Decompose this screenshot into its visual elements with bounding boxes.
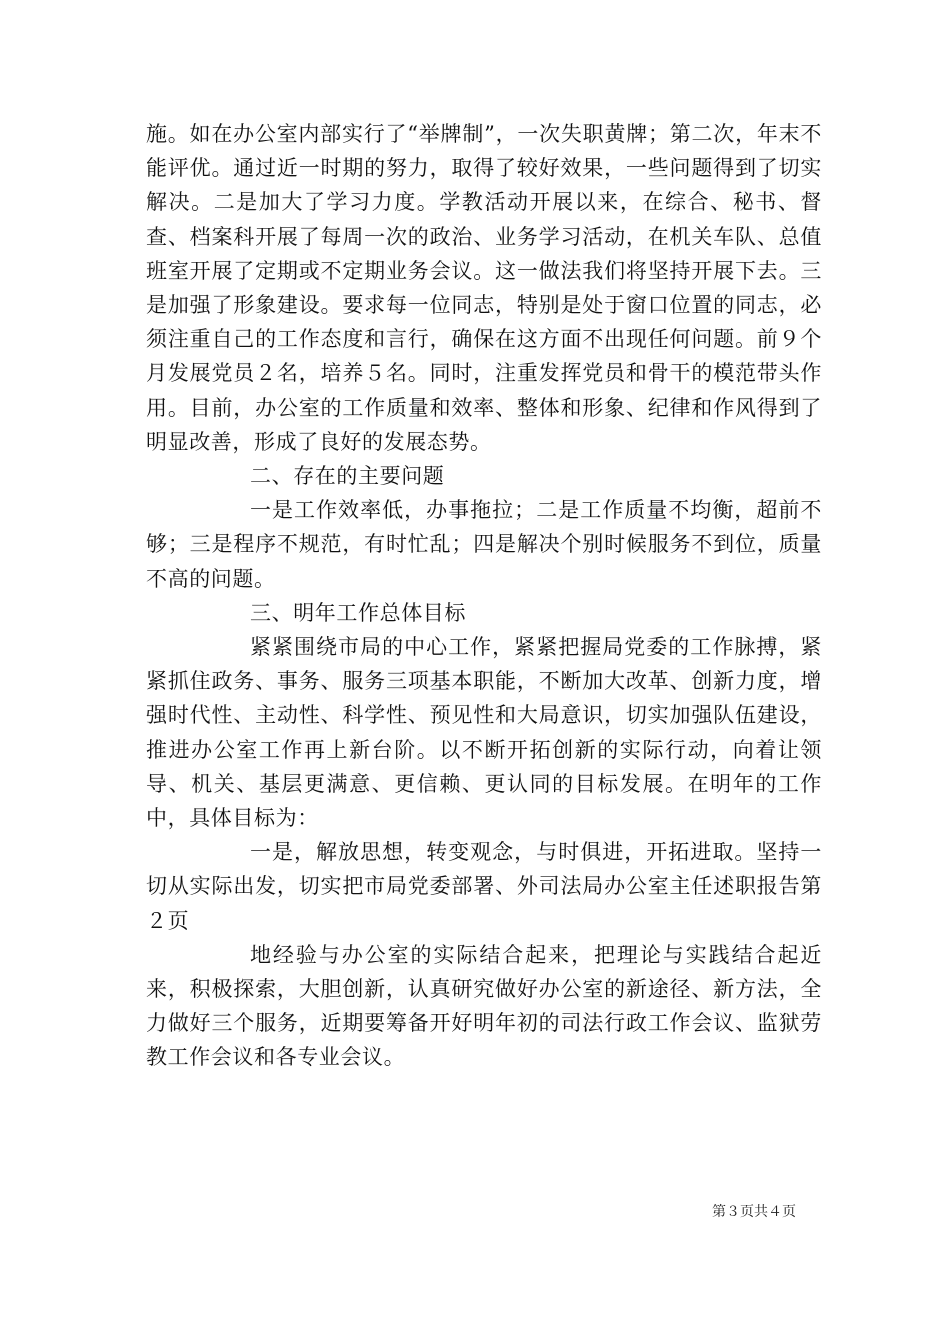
paragraph-goal-one: 一是，解放思想，转变观念，与时俱进，开拓进取。坚持一切从实际出发，切实把市局党委部署、外司法局办公室主任述职报告第２页	[146, 840, 822, 933]
paragraph-experience: 地经验与办公室的实际结合起来，把理论与实践结合起近来，积极探索，大胆创新，认真研究做好办公室的新途径、新方法，全力做好三个服务，近期要筹备开好明年初的司法行政工作会议、监狱劳教工作会议和各专业会议。	[146, 942, 822, 1070]
paragraph-continuation: 施。如在办公室内部实行了“举牌制”，一次失职黄牌；第二次，年末不能评优。通过近一时期的努力，取得了较好效果，一些问题得到了切实解决。二是加大了学习力度。学教活动开展以来，在综合、秘书、督查、档案科开展了每周一次的政治、业务学习活动，在机关车队、总值班室开展了定期或不定期业务会议。这一做法我们将坚持开展下去。三是加强了形象建设。要求每一位同志，特别是处于窗口位置的同志，必须注重自己的工作态度和言行，确保在这方面不出现任何问题。前９个月发展党员２名，培养５名。同时，注重发挥党员和骨干的模范带头作用。目前，办公室的工作质量和效率、整体和形象、纪律和作风得到了明显改善，形成了良好的发展态势。	[146, 122, 822, 454]
section-heading-goals: 三、明年工作总体目标	[250, 600, 466, 625]
paragraph-goals: 紧紧围绕市局的中心工作，紧紧把握局党委的工作脉搏，紧紧抓住政务、事务、服务三项基本职能，不断加大改革、创新力度，增强时代性、主动性、科学性、预见性和大局意识，切实加强队伍建设，推进办公室工作再上新台阶。以不断开拓创新的实际行动，向着让领导、机关、基层更满意、更信赖、更认同的目标发展。在明年的工作中，具体目标为：	[146, 635, 822, 831]
section-heading-problems: 二、存在的主要问题	[250, 464, 445, 489]
document-body	[146, 117, 822, 1075]
page-number-footer: 第３页共４页	[712, 1204, 796, 1220]
paragraph-problems: 一是工作效率低，办事拖拉；二是工作质量不均衡，超前不够；三是程序不规范，有时忙乱；四是解决个别时候服务不到位，质量不高的问题。	[146, 498, 822, 591]
